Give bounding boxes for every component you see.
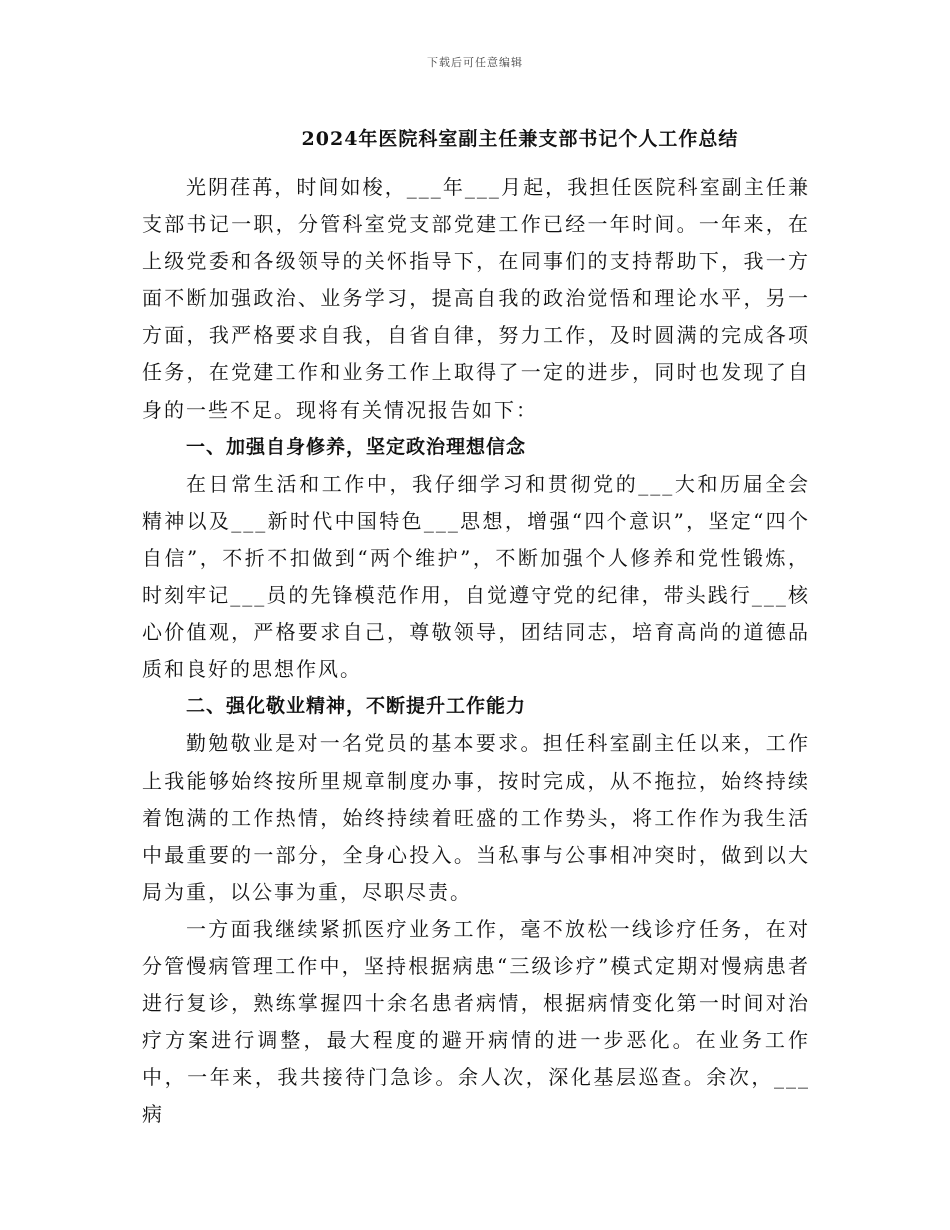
intro-paragraph: 光阴荏苒，时间如梭，___年___月起，我担任医院科室副主任兼支部书记一职，分管科室党支部党建工作已经一年时间。一年来，在上级党委和各级领导的关怀指导下，在同事们的支持帮助下，我一方面不断加强政治、业务学习，提高自我的政治觉悟和理论水平，另一方面，我严格要求自我，自省自律，努力工作，及时圆满的完成各项任务，在党建工作和业务工作上取得了一定的进步，同时也发现了自身的一些不足。现将有关情况报告如下： <box>142 175 810 422</box>
section-heading-1: 一、加强自身修养，坚定政治理想信念 <box>186 435 527 458</box>
section-2-paragraph-2: 一方面我继续紧抓医疗业务工作，毫不放松一线诊疗任务，在对分管慢病管理工作中，坚持根据病患“三级诊疗”模式定期对慢病患者进行复诊，熟练掌握四十余名患者病情，根据病情变化第一时间对治疗方案进行调整，最大程度的避开病情的进一步恶化。在业务工作中，一年来，我共接待门急诊。余人次，深化基层巡查。余次，___病 <box>142 916 810 1127</box>
section-heading-2: 二、强化敬业精神，不断提升工作能力 <box>186 695 527 718</box>
section-2-paragraph-1: 勤勉敬业是对一名党员的基本要求。担任科室副主任以来，工作上我能够始终按所里规章制度办事，按时完成，从不拖拉，始终持续着饱满的工作热情，始终持续着旺盛的工作势头，将工作作为我生活中最重要的一部分，全身心投入。当私事与公事相冲突时，做到以大局为重，以公事为重，尽职尽责。 <box>142 731 810 904</box>
document-body <box>142 169 810 1133</box>
document-title: 2024年医院科室副主任兼支部书记个人工作总结 <box>301 128 739 150</box>
section-1-paragraph: 在日常生活和工作中，我仔细学习和贯彻党的___大和历届全会精神以及___新时代中国特色___思想，增强“四个意识”，坚定“四个自信”，不折不扣做到“两个维护”，不断加强个人修养和党性锻炼，时刻牢记___员的先锋模范作用，自觉遵守党的纪律，带头践行___核心价值观，严格要求自己，尊敬领导，团结同志，培育高尚的道德品质和良好的思想作风。 <box>142 471 810 682</box>
header-note: 下载后可任意编辑 <box>427 56 523 69</box>
